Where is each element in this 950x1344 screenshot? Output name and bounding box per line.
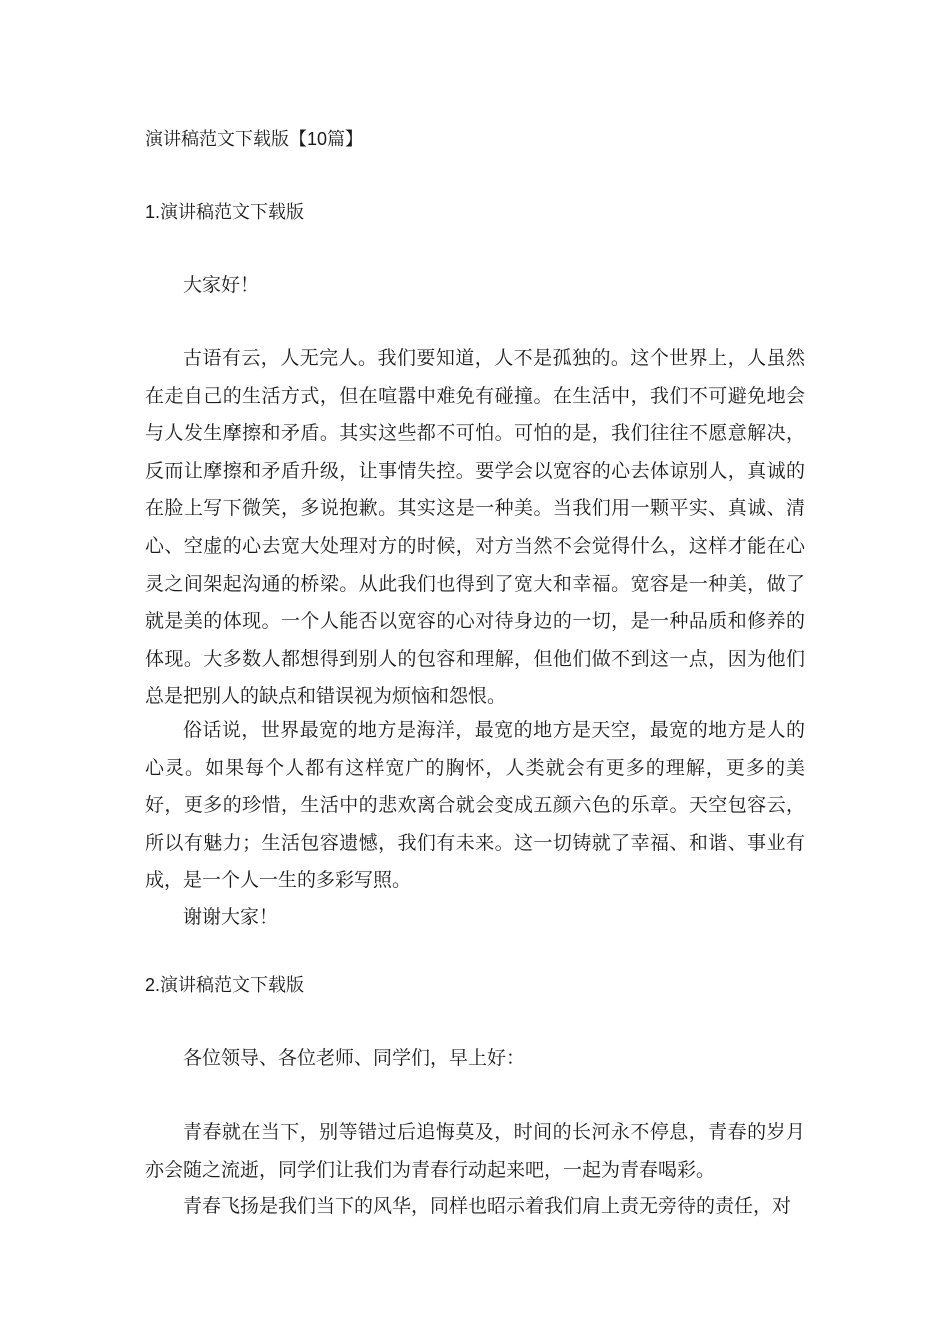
section-heading-2: 2.演讲稿范文下载版: [145, 975, 305, 995]
section-1-greeting: 大家好！: [183, 274, 260, 296]
section-1-paragraph-1: 古语有云，人无完人。我们要知道，人不是孤独的。这个世界上，人虽然在走自己的生活方式，但在喧嚣中难免有碰撞。在生活中，我们不可避免地会与人发生摩擦和矛盾。其实这些都不可怕。可怕的是，我们往往不愿意解决，反而让摩擦和矛盾升级，让事情失控。要学会以宽容的心去体谅别人，真诚的在脸上写下微笑，多说抱歉。其实这是一种美。当我们用一颗平实、真诚、清心、空虚的心去宽大处理对方的时候，对方当然不会觉得什么，这样才能在心灵之间架起沟通的桥梁。从此我们也得到了宽大和幸福。宽容是一种美，做了就是美的体现。一个人能否以宽容的心对待身边的一切，是一种品质和修养的体现。大多数人都想得到别人的包容和理解，但他们做不到这一点，因为他们总是把别人的缺点和错误视为烦恼和怨恨。: [145, 347, 805, 708]
section-2-paragraph-1: 青春就在当下，别等错过后追悔莫及，时间的长河永不停息，青春的岁月亦会随之流逝，同学们让我们为青春行动起来吧，一起为青春喝彩。: [145, 1121, 805, 1181]
section-1-paragraph-2: 俗话说，世界最宽的地方是海洋，最宽的地方是天空，最宽的地方是人的心灵。如果每个人都有这样宽广的胸怀，人类就会有更多的理解，更多的美好，更多的珍惜，生活中的悲欢离合就会变成五颜六色的乐章。天空包容云，所以有魅力；生活包容遗憾，我们有未来。这一切铸就了幸福、和谐、事业有成，是一个人一生的多彩写照。: [145, 719, 805, 892]
section-2-greeting: 各位领导、各位老师、同学们，早上好：: [183, 1047, 526, 1069]
section-1-closing: 谢谢大家！: [183, 906, 279, 928]
document-title: 演讲稿范文下载版【10篇】: [145, 129, 364, 149]
section-heading-1: 1.演讲稿范文下载版: [145, 202, 305, 222]
section-2-paragraph-2: 青春飞扬是我们当下的风华，同样也昭示着我们肩上责无旁待的责任，对: [183, 1195, 792, 1217]
